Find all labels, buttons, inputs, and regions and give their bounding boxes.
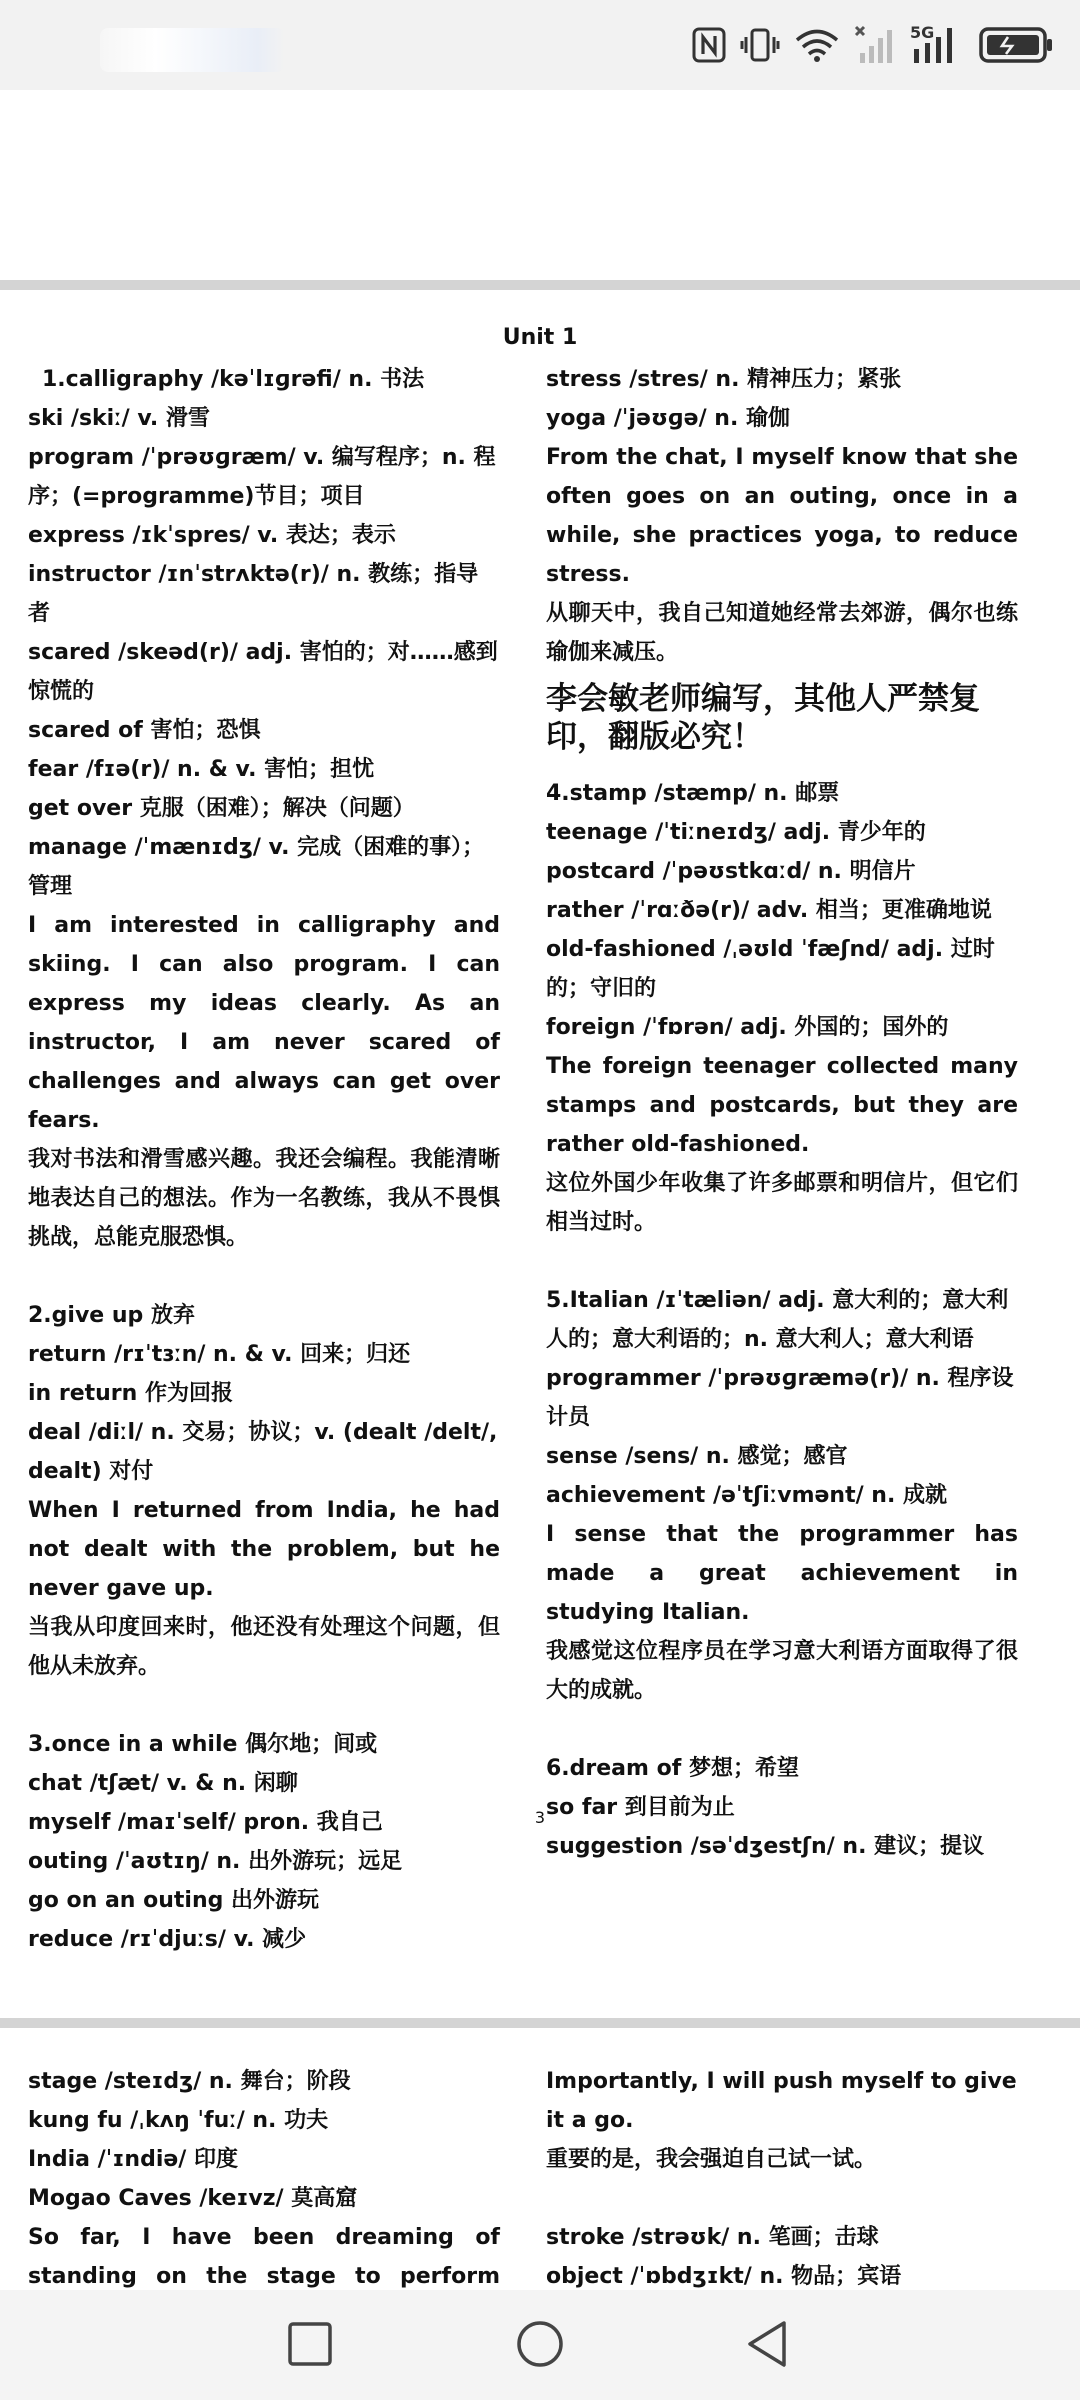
vocab-entry: fear /fɪə(r)/ n. & v. 害怕；担忧 — [28, 757, 375, 782]
example-translation: 我对书法和滑雪感兴趣。我还会编程。我能清晰地表达自己的想法。作为一名教练，我从不畏惧挑战，总能克服恐惧。 — [28, 1147, 500, 1250]
navigation-bar — [0, 2290, 1080, 2400]
vocab-entry: myself /maɪˈself/ pron. 我自己 — [28, 1810, 383, 1835]
vocab-entry: outing /ˈaʊtɪŋ/ n. 出外游玩；远足 — [28, 1849, 403, 1874]
copyright-notice: 李会敏老师编写，其他人严禁复印，翻版必究！ — [546, 681, 980, 755]
example-sentence: I sense that the programmer has made a great achievement in studying Italian. — [546, 1522, 1018, 1625]
vocab-entry: foreign /ˈfɒrən/ adj. 外国的；国外的 — [546, 1015, 949, 1040]
vocab-entry: 5.Italian /ɪˈtæliən/ adj. 意大利的；意大利人的；意大利语的；n. 意大利人；意大利语 — [546, 1288, 1009, 1352]
5g-signal-icon — [910, 25, 964, 65]
back-button[interactable] — [742, 2318, 794, 2374]
example-translation: 当我从印度回来时，他还没有处理这个问题，但他从未放弃。 — [28, 1615, 500, 1679]
example-sentence: So far, I have been dreaming of standing on the stage to perform — [28, 2225, 500, 2289]
blank-line — [28, 1257, 500, 1296]
vocab-entry: 3.once in a while 偶尔地；间或 — [28, 1732, 378, 1757]
vocab-entry: postcard /ˈpəʊstkɑːd/ n. 明信片 — [546, 859, 916, 884]
vocab-entry: object /ˈɒbdʒɪkt/ n. 物品；宾语 — [546, 2264, 902, 2289]
left-column — [28, 360, 500, 1959]
status-icons — [692, 22, 1054, 68]
vocab-entry: reduce /rɪˈdjuːs/ v. 减少 — [28, 1927, 307, 1952]
vocab-entry: suggestion /səˈdʒestʃn/ n. 建议；提议 — [546, 1834, 985, 1859]
example-sentence: I am interested in calligraphy and skiing. I can also program. I can express my ideas clearly. As an instructor, I am never scared of challenges and always can get over fears. — [28, 913, 500, 1133]
vibrate-icon — [740, 27, 780, 63]
vocab-entry: old-fashioned /ˌəʊld ˈfæʃnd/ adj. 过时的；守旧的 — [546, 937, 995, 1001]
vocab-entry: Mogao Caves /keɪvz/ 莫高窟 — [28, 2186, 358, 2211]
blank-line — [546, 1710, 1018, 1749]
blurred-status-area — [100, 28, 285, 72]
blank-line — [546, 2179, 1018, 2218]
example-sentence: Importantly, I will push myself to give it a go. — [546, 2069, 1017, 2133]
vocab-entry: achievement /əˈtʃiːvmənt/ n. 成就 — [546, 1483, 947, 1508]
square-icon — [284, 2318, 336, 2370]
vocab-entry: yoga /ˈjəʊɡə/ n. 瑜伽 — [546, 406, 790, 431]
example-translation: 我感觉这位程序员在学习意大利语方面取得了很大的成就。 — [546, 1639, 1018, 1703]
circle-icon — [514, 2318, 566, 2370]
home-button[interactable] — [514, 2318, 566, 2374]
vocab-entry: programmer /ˈprəʊɡræmə(r)/ n. 程序设计员 — [546, 1366, 1014, 1430]
vocab-entry: rather /ˈrɑːðə(r)/ adv. 相当；更准确地说 — [546, 898, 992, 923]
vocab-entry: 1.calligraphy /kəˈlɪɡrəfi/ n. 书法 — [42, 367, 425, 392]
vocab-entry: India /ˈɪndiə/ 印度 — [28, 2147, 238, 2172]
blank-line — [28, 1686, 500, 1725]
vocab-entry: chat /tʃæt/ v. & n. 闲聊 — [28, 1771, 298, 1796]
vocab-entry: manage /ˈmænɪdʒ/ v. 完成（困难的事）；管理 — [28, 835, 485, 899]
vocab-entry: program /ˈprəʊɡræm/ v. 编写程序；n. 程序；(=programme)节目；项目 — [28, 445, 496, 509]
example-sentence: When I returned from India, he had not dealt with the problem, but he never gave up. — [28, 1498, 500, 1601]
page-separator — [0, 2018, 1080, 2028]
vocab-entry: deal /diːl/ n. 交易；协议；v. (dealt /delt/, dealt) 对付 — [28, 1420, 498, 1484]
page-separator — [0, 280, 1080, 290]
vocab-entry: 6.dream of 梦想；希望 — [546, 1756, 799, 1781]
vocab-entry: return /rɪˈtɜːn/ n. & v. 回来；归还 — [28, 1342, 411, 1367]
blank-line — [546, 1242, 1018, 1281]
vocab-entry: get over 克服（困难）；解决（问题） — [28, 796, 415, 821]
recents-button[interactable] — [284, 2318, 336, 2374]
vocab-entry: ski /skiː/ v. 滑雪 — [28, 406, 210, 431]
example-translation: 重要的是，我会强迫自己试一试。 — [546, 2147, 877, 2172]
vocab-entry: go on an outing 出外游玩 — [28, 1888, 320, 1913]
vocab-entry: scared /skeəd(r)/ adj. 害怕的；对……感到惊慌的 — [28, 640, 498, 704]
vocab-entry: kung fu /ˌkʌŋ ˈfuː/ n. 功夫 — [28, 2108, 329, 2133]
wifi-icon — [794, 27, 840, 63]
vocab-entry: scared of 害怕；恐惧 — [28, 718, 261, 743]
example-sentence: From the chat, I myself know that she often goes on an outing, once in a while, she practices yoga, to reduce stress. — [546, 445, 1018, 587]
vocab-entry: instructor /ɪnˈstrʌktə(r)/ n. 教练；指导者 — [28, 562, 479, 626]
status-bar — [0, 0, 1080, 90]
network-type-label: 5G — [910, 23, 935, 42]
vocab-entry: teenage /ˈtiːneɪdʒ/ adj. 青少年的 — [546, 820, 926, 845]
example-translation: 这位外国少年收集了许多邮票和明信片，但它们相当过时。 — [546, 1171, 1018, 1235]
right-column — [546, 360, 1018, 1866]
vocab-entry: 2.give up 放弃 — [28, 1303, 195, 1328]
unit-title: Unit 1 — [502, 325, 578, 350]
no-signal-icon — [854, 25, 896, 65]
vocab-entry: so far 到目前为止 — [546, 1795, 735, 1820]
vocab-entry: stroke /strəʊk/ n. 笔画；击球 — [546, 2225, 879, 2250]
vocab-entry: 4.stamp /stæmp/ n. 邮票 — [546, 781, 840, 806]
vocab-entry: stress /stres/ n. 精神压力；紧张 — [546, 367, 902, 392]
battery-saver-icon — [978, 25, 1054, 65]
vocab-entry: sense /sens/ n. 感觉；感官 — [546, 1444, 848, 1469]
triangle-back-icon — [742, 2318, 794, 2370]
example-sentence: The foreign teenager collected many stamps and postcards, but they are rather old-fashioned. — [546, 1054, 1018, 1157]
vocab-entry: in return 作为回报 — [28, 1381, 233, 1406]
vocab-entry: express /ɪkˈspres/ v. 表达；表示 — [28, 523, 396, 548]
example-translation: 从聊天中，我自己知道她经常去郊游，偶尔也练瑜伽来减压。 — [546, 601, 1018, 665]
vocab-entry: stage /steɪdʒ/ n. 舞台；阶段 — [28, 2069, 351, 2094]
nfc-icon — [692, 27, 726, 63]
page-number: 3 — [534, 1808, 546, 1827]
